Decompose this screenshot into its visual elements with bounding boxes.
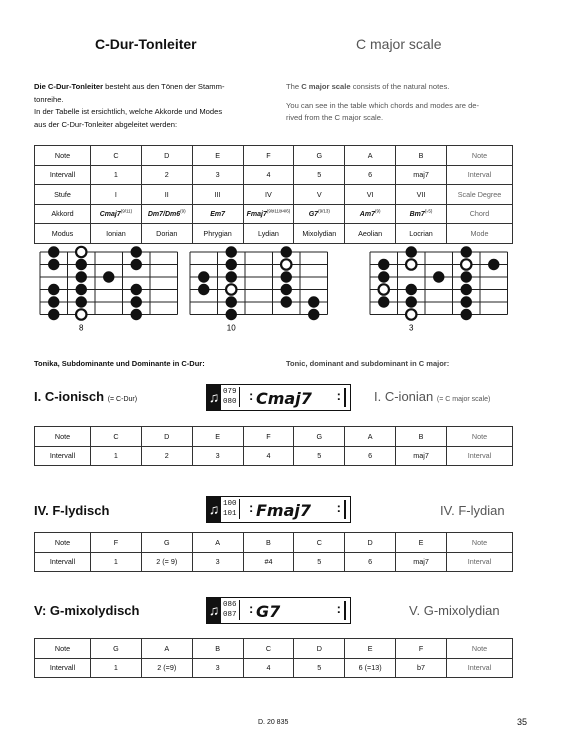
intro-de-line4: aus der C-Dur-Tonleiter abgeleitet werden:	[34, 119, 178, 129]
table-cell: I	[91, 185, 142, 205]
root-note-dot	[76, 309, 86, 319]
table-row	[35, 165, 513, 185]
chord-extension: (9/13)	[318, 209, 330, 215]
row-label-en: Chord	[447, 204, 513, 224]
scale-note-dot	[461, 272, 471, 282]
intro-de-line2: tonreihe.	[34, 94, 64, 104]
table-cell: F	[396, 639, 447, 659]
table-cell: 4	[243, 165, 294, 185]
intro-de	[34, 81, 274, 131]
table-cell: F	[91, 533, 142, 553]
row-label-en: Note	[447, 146, 513, 166]
track-number-1: 100	[223, 500, 237, 508]
table-row	[35, 427, 513, 447]
row-label-en: Scale Degree	[447, 185, 513, 205]
row-label: Stufe	[35, 185, 91, 205]
table-cell: 5	[294, 446, 345, 466]
chord-root: Dm7/Dm6	[147, 211, 181, 219]
table-cell: G	[91, 639, 142, 659]
scale-note-dot	[199, 272, 209, 282]
music-note-icon: ♫	[207, 497, 221, 522]
track-number-2: 101	[223, 510, 237, 518]
table-cell: Lydian	[243, 224, 294, 244]
table-cell: D	[141, 427, 192, 447]
table-row	[35, 146, 513, 166]
table-cell: Aeolian	[345, 224, 396, 244]
table-cell: V	[294, 185, 345, 205]
table-cell: E	[345, 639, 396, 659]
scale-note-dot	[199, 284, 209, 294]
table-cell: F	[243, 427, 294, 447]
page-number: 35	[517, 717, 528, 727]
fret-number-label: 8	[79, 323, 84, 333]
table-cell: 2	[141, 165, 192, 185]
chord-symbol	[210, 211, 225, 218]
table-cell: 3	[192, 446, 243, 466]
table-cell: VI	[345, 185, 396, 205]
intro-en-line2: You can see in the table which chords and modes are de-	[286, 100, 480, 110]
scale-note-dot	[226, 259, 236, 269]
scale-note-dot	[76, 284, 86, 294]
table-cell: II	[141, 185, 192, 205]
row-label-en: Mode	[447, 224, 513, 244]
table-cell: b7	[396, 658, 447, 678]
music-note-icon: ♫	[207, 598, 221, 623]
scale-note-dot	[49, 297, 59, 307]
root-note-dot	[76, 247, 86, 257]
scale-note-dot	[226, 272, 236, 282]
table-cell: 1	[91, 165, 142, 185]
table-cell: G	[294, 427, 345, 447]
table-cell: 2	[141, 446, 192, 466]
section-title-de-text: I. C-ionisch	[34, 389, 105, 404]
chord-symbol	[410, 211, 433, 218]
table-cell: A	[192, 533, 243, 553]
root-note-dot	[379, 284, 389, 294]
page-title-de: C-Dur-Tonleiter	[95, 36, 197, 52]
table-cell: 1	[91, 658, 142, 678]
scale-note-dot	[461, 309, 471, 319]
scale-note-dot	[379, 259, 389, 269]
scale-note-dot	[309, 297, 319, 307]
table-cell: B	[396, 427, 447, 447]
table-row	[35, 204, 513, 224]
table-cell: A	[345, 427, 396, 447]
table-cell: G	[141, 533, 192, 553]
scale-note-dot	[131, 309, 141, 319]
section-title-en	[374, 389, 490, 404]
table-cell: E	[396, 533, 447, 553]
chord-root: Bm7	[409, 211, 425, 219]
track-numbers	[223, 387, 240, 407]
table-row	[35, 446, 513, 466]
table-cell	[141, 204, 192, 224]
repeat-end-icon: :	[336, 601, 341, 616]
table-cell: maj7	[396, 446, 447, 466]
root-note-dot	[461, 259, 471, 269]
chord-root: Em7	[210, 211, 225, 219]
table-cell: A	[141, 639, 192, 659]
chord-root: Fmaj7	[246, 211, 267, 219]
row-label: Akkord	[35, 204, 91, 224]
row-label: Modus	[35, 224, 91, 244]
scale-note-dot	[309, 309, 319, 319]
table-cell: #4	[243, 552, 294, 572]
table-cell	[294, 204, 345, 224]
table-cell: 3	[192, 552, 243, 572]
fret-number-label: 3	[409, 323, 414, 333]
table-cell: 1	[91, 446, 142, 466]
table-cell: Ionian	[91, 224, 142, 244]
scale-note-dot	[461, 297, 471, 307]
intro-de-line1: besteht aus den Tönen der Stamm-	[103, 82, 225, 91]
section-title-de	[34, 503, 109, 518]
track-numbers	[223, 600, 240, 620]
functions-en: Tonic, dominant and subdominant in C major:	[286, 359, 450, 368]
chord-root: Am7	[359, 211, 375, 219]
footer-code: D. 20 835	[258, 719, 289, 726]
row-label: Note	[35, 533, 91, 553]
section-title-en-text: I. C-ionian	[374, 389, 434, 404]
music-note-icon: ♫	[207, 385, 221, 410]
table-cell: VII	[396, 185, 447, 205]
section-table	[34, 426, 513, 466]
scale-note-dot	[76, 259, 86, 269]
section-table	[34, 532, 513, 572]
table-cell: Mixolydian	[294, 224, 345, 244]
chord-symbol	[100, 211, 132, 218]
scale-note-dot	[489, 259, 499, 269]
intro-en-pre: The	[286, 82, 302, 91]
table-cell	[396, 204, 447, 224]
table-cell: 5	[294, 552, 345, 572]
scale-note-dot	[49, 309, 59, 319]
fretboard	[370, 247, 508, 333]
row-label-en: Interval	[447, 165, 513, 185]
intro-en-post: consists of the natural notes.	[350, 82, 450, 91]
table-cell: 6	[345, 165, 396, 185]
table-cell: 4	[243, 446, 294, 466]
table-cell: D	[345, 533, 396, 553]
scale-note-dot	[49, 284, 59, 294]
scale-note-dot	[379, 272, 389, 282]
chord-root: Cmaj7	[99, 211, 121, 219]
scale-note-dot	[434, 272, 444, 282]
table-cell: B	[192, 639, 243, 659]
track-numbers	[223, 499, 240, 519]
scale-note-dot	[131, 284, 141, 294]
section-title-en-text: IV. F-lydian	[440, 503, 505, 518]
table-cell: 2 (= 9)	[141, 552, 192, 572]
chord-symbol	[309, 211, 330, 218]
table-cell: Locrian	[396, 224, 447, 244]
table-cell: C	[294, 533, 345, 553]
scale-note-dot	[131, 247, 141, 257]
repeat-end-icon: :	[336, 500, 341, 515]
scale-note-dot	[226, 309, 236, 319]
row-label-en: Interval	[447, 658, 513, 678]
scale-note-dot	[281, 272, 291, 282]
scale-note-dot	[406, 297, 416, 307]
audio-track-box	[206, 597, 351, 624]
root-note-dot	[281, 259, 291, 269]
table-cell: 3	[192, 658, 243, 678]
track-number-2: 080	[223, 398, 237, 406]
table-cell: C	[91, 146, 142, 166]
section-title-de	[34, 389, 137, 404]
row-label-en: Note	[447, 639, 513, 659]
table-cell: D	[294, 639, 345, 659]
scale-note-dot	[49, 259, 59, 269]
chord-extension: (♭5)	[424, 209, 433, 215]
table-cell: D	[141, 146, 192, 166]
table-row	[35, 639, 513, 659]
intro-en-bold: C major scale	[301, 82, 351, 91]
section-note-en: (= C major scale)	[436, 396, 491, 403]
table-row	[35, 658, 513, 678]
barline	[344, 500, 346, 519]
table-cell	[243, 204, 294, 224]
row-label: Intervall	[35, 552, 91, 572]
audio-track-box	[206, 496, 351, 523]
chord-extension: (9/♯11/♯4/6)	[266, 209, 291, 215]
section-title-de-text: V: G-mixolydisch	[34, 603, 140, 618]
fretboard	[40, 247, 178, 333]
table-row	[35, 533, 513, 553]
barline	[344, 388, 346, 407]
table-cell	[192, 204, 243, 224]
scale-table	[34, 145, 513, 244]
chord-symbol	[360, 211, 381, 218]
table-cell: G	[294, 146, 345, 166]
root-note-dot	[226, 284, 236, 294]
scale-note-dot	[406, 247, 416, 257]
table-row	[35, 552, 513, 572]
root-note-dot	[406, 259, 416, 269]
chord-name: Fmaj7	[256, 501, 312, 520]
scale-note-dot	[406, 284, 416, 294]
root-note-dot	[406, 309, 416, 319]
table-cell: B	[243, 533, 294, 553]
table-cell: 4	[243, 658, 294, 678]
table-cell: A	[345, 146, 396, 166]
scale-note-dot	[379, 297, 389, 307]
table-cell: 5	[294, 165, 345, 185]
table-cell: E	[192, 146, 243, 166]
table-cell: 2 (=9)	[141, 658, 192, 678]
scale-note-dot	[104, 272, 114, 282]
table-cell: E	[192, 427, 243, 447]
row-label-en: Interval	[447, 552, 513, 572]
track-number-2: 087	[223, 611, 237, 619]
repeat-end-icon: :	[336, 388, 341, 403]
table-cell: 6	[345, 552, 396, 572]
chord-symbol	[148, 211, 186, 218]
scale-note-dot	[49, 247, 59, 257]
chord-root: G7	[308, 211, 319, 219]
section-title-de-text: IV. F-lydisch	[34, 503, 110, 518]
row-label-en: Note	[447, 427, 513, 447]
row-label: Note	[35, 427, 91, 447]
intro-de-line3: In der Tabelle ist ersichtlich, welche Akkorde und Modes	[34, 107, 223, 116]
table-cell: 6	[345, 446, 396, 466]
table-cell: 5	[294, 658, 345, 678]
table-row	[35, 224, 513, 244]
table-cell: Phrygian	[192, 224, 243, 244]
fretboard	[190, 247, 328, 333]
table-cell: maj7	[396, 552, 447, 572]
row-label: Note	[35, 639, 91, 659]
row-label-en: Interval	[447, 446, 513, 466]
chord-name: Cmaj7	[256, 389, 312, 408]
table-row	[35, 185, 513, 205]
row-label: Intervall	[35, 165, 91, 185]
barline	[344, 601, 346, 620]
chord-name: G7	[256, 602, 281, 621]
repeat-start-icon: :	[249, 500, 254, 515]
scale-note-dot	[131, 297, 141, 307]
chord-extension: (9/11)	[120, 209, 133, 215]
table-cell: Dorian	[141, 224, 192, 244]
table-cell: C	[243, 639, 294, 659]
chord-extension: (9)	[374, 209, 381, 215]
table-cell: maj7	[396, 165, 447, 185]
repeat-start-icon: :	[249, 388, 254, 403]
table-cell: IV	[243, 185, 294, 205]
scale-note-dot	[461, 284, 471, 294]
table-cell: 1	[91, 552, 142, 572]
table-cell: C	[91, 427, 142, 447]
scale-note-dot	[131, 259, 141, 269]
repeat-start-icon: :	[249, 601, 254, 616]
audio-track-box	[206, 384, 351, 411]
scale-note-dot	[76, 272, 86, 282]
section-title-en-text: V. G-mixolydian	[409, 603, 500, 618]
page-title-en: C major scale	[356, 36, 442, 52]
scale-note-dot	[281, 297, 291, 307]
table-cell	[345, 204, 396, 224]
chord-extension: (9)	[180, 209, 186, 215]
scale-note-dot	[281, 247, 291, 257]
track-number-1: 079	[223, 388, 237, 396]
section-title-en	[440, 503, 505, 518]
table-cell: 3	[192, 165, 243, 185]
section-title-de	[34, 603, 139, 618]
row-label: Intervall	[35, 446, 91, 466]
table-cell: F	[243, 146, 294, 166]
track-number-1: 086	[223, 601, 237, 609]
section-table	[34, 638, 513, 678]
table-cell: 6 (=13)	[345, 658, 396, 678]
table-cell	[91, 204, 142, 224]
intro-de-bold: Die C-Dur-Tonleiter	[34, 82, 104, 91]
scale-note-dot	[226, 247, 236, 257]
functions-de: Tonika, Subdominante und Dominante in C-Dur:	[34, 359, 205, 368]
scale-note-dot	[461, 247, 471, 257]
intro-en-line3: rived from the C major scale.	[286, 113, 384, 122]
table-cell: B	[396, 146, 447, 166]
section-note-de: (= C-Dur)	[107, 396, 138, 403]
intro-en	[286, 81, 516, 125]
fret-number-label: 10	[226, 323, 236, 333]
row-label: Note	[35, 146, 91, 166]
fretboard-diagrams	[30, 244, 540, 344]
row-label: Intervall	[35, 658, 91, 678]
chord-symbol	[247, 211, 291, 218]
table-cell: III	[192, 185, 243, 205]
scale-note-dot	[76, 297, 86, 307]
scale-note-dot	[281, 284, 291, 294]
section-title-en	[409, 603, 500, 618]
scale-note-dot	[226, 297, 236, 307]
row-label-en: Note	[447, 533, 513, 553]
